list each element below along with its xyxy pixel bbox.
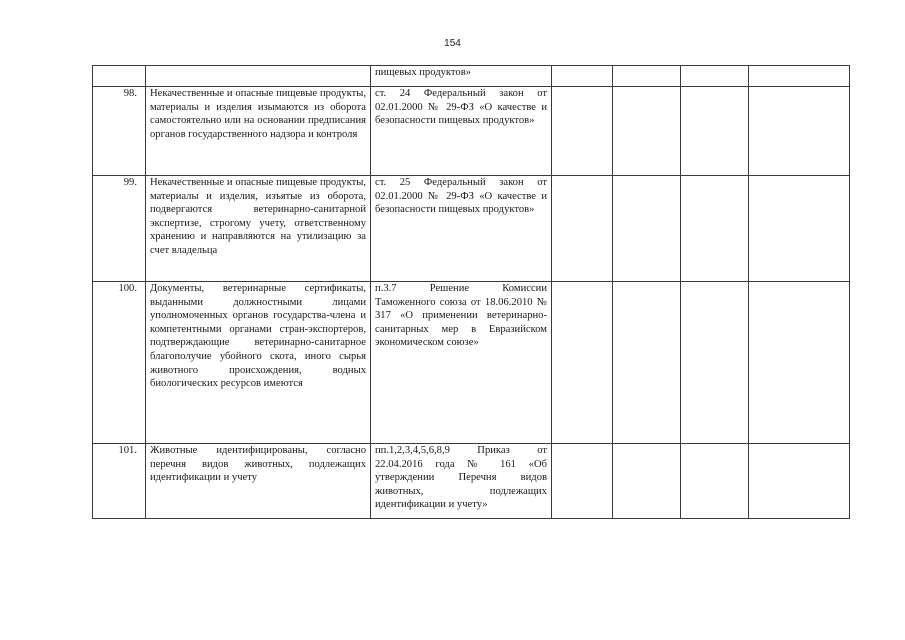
requirement-cell — [146, 66, 371, 87]
answer-no-cell[interactable] — [613, 66, 681, 87]
reference-cell: ст. 24 Федеральный закон от 02.01.2000 № 29-ФЗ «О качестве и безопасности пищевых продуктов» — [371, 87, 552, 176]
reference-cell: пп.1,2,3,4,5,6,8,9 Приказ от 22.04.2016 года № 161 «Об утверждении Перечня видов животных, подлежащих идентификации и учету» — [371, 444, 552, 519]
requirement-cell: Некачественные и опасные пищевые продукты, материалы и изделия, изъятые из оборота, подвергаются ветеринарно-санитарной экспертизе, строгому учету, ответственному хранению и направляются на утилизацию за счет владельца — [146, 176, 371, 282]
requirement-cell: Документы, ветеринарные сертификаты, выданными должностными лицами уполномоченных органов государства-члена и компетентными органами стран-экспортеров, подтверждающие ветеринарно-санитарное благополучие убойного скота, иного сырья животного происхождения, водных биологических ресурсов имеются — [146, 282, 371, 444]
table-row — [93, 282, 850, 444]
requirement-cell: Некачественные и опасные пищевые продукты, материалы и изделия изымаются из оборота самостоятельно или на основании предписания органов государственного надзора и контроля — [146, 87, 371, 176]
notes-cell[interactable] — [749, 66, 850, 87]
answer-na-cell[interactable] — [681, 66, 749, 87]
reference-cell: ст. 25 Федеральный закон от 02.01.2000 № 29-ФЗ «О качестве и безопасности пищевых продуктов» — [371, 176, 552, 282]
notes-cell[interactable] — [749, 176, 850, 282]
notes-cell[interactable] — [749, 282, 850, 444]
row-number: 100. — [93, 282, 146, 444]
answer-na-cell[interactable] — [681, 444, 749, 519]
answer-yes-cell[interactable] — [552, 87, 613, 176]
table-row — [93, 87, 850, 176]
row-number: 99. — [93, 176, 146, 282]
answer-na-cell[interactable] — [681, 176, 749, 282]
answer-yes-cell[interactable] — [552, 176, 613, 282]
answer-yes-cell[interactable] — [552, 66, 613, 87]
row-number — [93, 66, 146, 87]
answer-no-cell[interactable] — [613, 87, 681, 176]
row-number: 98. — [93, 87, 146, 176]
answer-yes-cell[interactable] — [552, 282, 613, 444]
requirement-cell: Животные идентифицированы, согласно перечня видов животных, подлежащих идентификации и учету — [146, 444, 371, 519]
inspection-table — [92, 65, 850, 519]
answer-yes-cell[interactable] — [552, 444, 613, 519]
reference-cell: п.3.7 Решение Комиссии Таможенного союза от 18.06.2010 № 317 «О применении ветеринарно-санитарных мер в Евразийском экономическом союзе» — [371, 282, 552, 444]
notes-cell[interactable] — [749, 444, 850, 519]
answer-no-cell[interactable] — [613, 282, 681, 444]
answer-na-cell[interactable] — [681, 282, 749, 444]
answer-no-cell[interactable] — [613, 176, 681, 282]
notes-cell[interactable] — [749, 87, 850, 176]
table-row — [93, 176, 850, 282]
row-number: 101. — [93, 444, 146, 519]
answer-na-cell[interactable] — [681, 87, 749, 176]
page-number: 154 — [444, 38, 461, 49]
reference-cell: пищевых продуктов» — [371, 66, 552, 87]
table-row — [93, 444, 850, 519]
table-row — [93, 66, 850, 87]
answer-no-cell[interactable] — [613, 444, 681, 519]
